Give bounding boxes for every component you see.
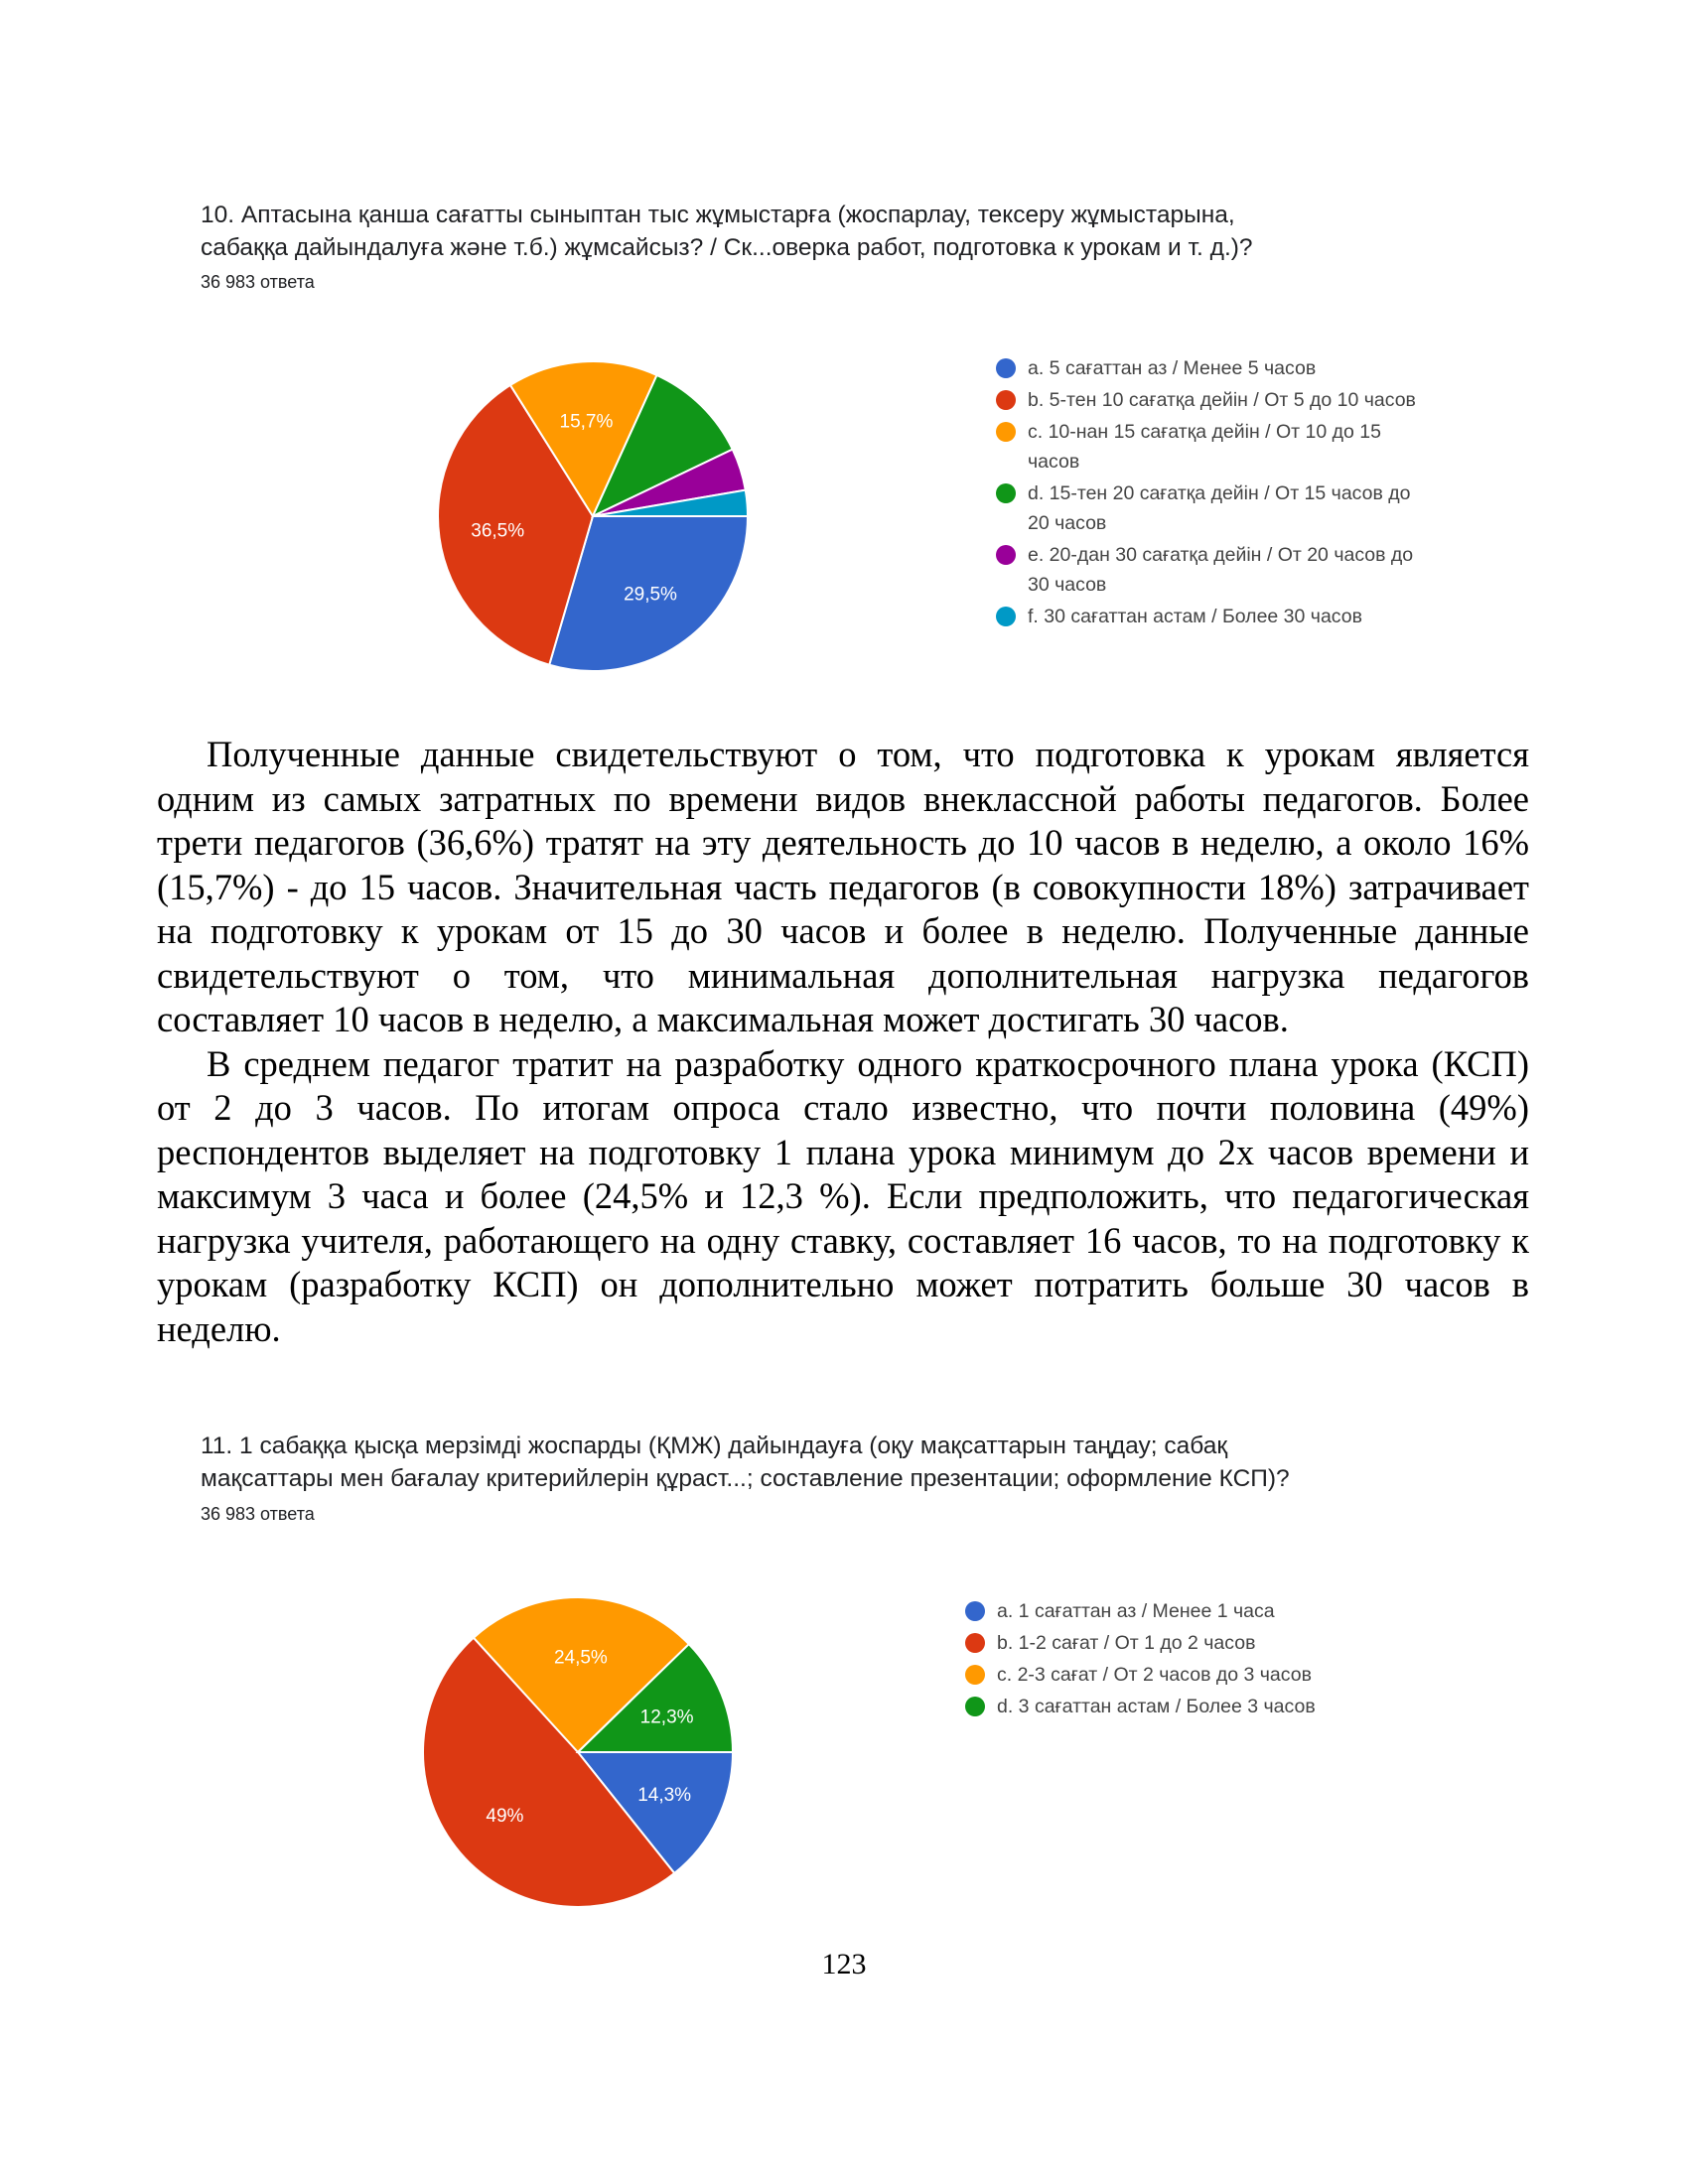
legend-item-f[interactable] — [996, 602, 1433, 631]
question-11-response-count: 36 983 ответа — [201, 1504, 315, 1524]
question-10-response-count: 36 983 ответа — [201, 272, 315, 292]
legend-label: a. 5 сағаттан аз / Менее 5 часов — [1028, 357, 1317, 379]
legend-label: b. 1-2 сағат / От 1 до 2 часов — [997, 1632, 1256, 1654]
legend-item-a[interactable] — [996, 353, 1433, 383]
question-10-title-line-1: 10. Аптасына қанша сағатты сыныптан тыс жұмыстарға (жоспарлау, тексеру жұмыстарына, — [201, 202, 1235, 228]
slice-label-b: 36,5% — [471, 520, 525, 542]
slice-label-a: 29,5% — [624, 584, 677, 606]
legend-item-c[interactable] — [996, 417, 1433, 477]
legend-color-dot-icon — [996, 483, 1016, 503]
legend-item-b[interactable] — [965, 1628, 1402, 1658]
legend-color-dot-icon — [996, 358, 1016, 378]
question-11-title-line-1: 11. 1 сабаққа қысқа мерзімді жоспарды (ҚМЖ) дайындауға (оқу мақсаттарын таңдау; сабақ — [201, 1433, 1228, 1459]
legend-color-dot-icon — [996, 607, 1016, 626]
question-11-title — [201, 1430, 1491, 1495]
body-text — [157, 733, 1529, 1351]
legend-color-dot-icon — [965, 1665, 985, 1685]
pie-chart-question-11 — [423, 1597, 733, 1907]
paragraph-1: Полученные данные свидетельствуют о том, что подготовка к урокам является одним из самых затратных по времени видов внеклассной работы педагогов. Более трети педагогов (36,6%) тратят на эту деятельность до 10 часов в неделю, а около 16% (15,7%) - до 15 часов. Значительная часть педагогов (в совокупности 18%) затрачивает на подготовку к урокам от 15 до 30 часов и более в неделю. Полученные данные свидетельствуют о том, что минимальная дополнительная нагрузка педагогов составляет 10 часов в неделю, а максимальная может достигать 30 часов. — [157, 734, 1529, 1039]
legend-item-a[interactable] — [965, 1596, 1402, 1626]
legend-color-dot-icon — [996, 545, 1016, 565]
question-10-title-line-2: сабаққа дайындалуға және т.б.) жұмсайсыз? / Ск...оверка работ, подготовка к урокам и т. д.)? — [201, 234, 1253, 261]
slice-label-a: 14,3% — [637, 1784, 692, 1806]
legend-label: d. 3 сағаттан астам / Более 3 часов — [997, 1696, 1316, 1717]
legend-item-d[interactable] — [965, 1692, 1402, 1721]
legend-item-c[interactable] — [965, 1660, 1402, 1690]
question-11-title-line-2: мақсаттары мен бағалау критерийлерін құраст...; составление презентации; оформление КСП)? — [201, 1465, 1290, 1492]
legend-item-b[interactable] — [996, 385, 1433, 415]
legend-label: d. 15-тен 20 сағатқа дейін / От 15 часов до 20 часов — [1028, 482, 1411, 534]
legend-color-dot-icon — [996, 390, 1016, 410]
legend-color-dot-icon — [965, 1633, 985, 1653]
legend-item-d[interactable] — [996, 478, 1433, 538]
legend-color-dot-icon — [965, 1697, 985, 1716]
legend-item-e[interactable] — [996, 540, 1433, 600]
slice-label-c: 15,7% — [559, 411, 614, 433]
legend-label: b. 5-тен 10 сағатқа дейін / От 5 до 10 часов — [1028, 389, 1416, 411]
legend-question-11 — [965, 1596, 1402, 1723]
legend-label: c. 10-нан 15 сағатқа дейін / От 10 до 15 часов — [1028, 421, 1381, 473]
legend-label: f. 30 сағаттан астам / Более 30 часов — [1028, 606, 1362, 627]
page-number: 123 — [821, 1948, 867, 1980]
legend-color-dot-icon — [996, 422, 1016, 442]
slice-label-b: 49% — [486, 1805, 524, 1827]
legend-label: e. 20-дан 30 сағатқа дейін / От 20 часов до 30 часов — [1028, 544, 1414, 596]
legend-color-dot-icon — [965, 1601, 985, 1621]
legend-label: a. 1 сағаттан аз / Менее 1 часа — [997, 1600, 1275, 1622]
legend-label: c. 2-3 сағат / От 2 часов до 3 часов — [997, 1664, 1312, 1686]
legend-question-10 — [996, 353, 1433, 633]
pie-chart-question-10 — [438, 361, 748, 671]
paragraph-2: В среднем педагог тратит на разработку одного краткосрочного плана урока (КСП) от 2 до 3 часов. По итогам опроса стало известно, что почти половина (49%) респондентов выделяет на подготовку 1 плана урока минимум до 2х часов времени и максимум 3 часа и более (24,5% и 12,3 %). Если предположить, что педагогическая нагрузка учителя, работающего на одну ставку, составляет 16 часов, то на подготовку к урокам (разработку КСП) он дополнительно может потратить больше 30 часов в неделю. — [157, 1042, 1529, 1349]
slice-label-c: 24,5% — [553, 1647, 608, 1669]
slice-label-d: 12,3% — [639, 1706, 694, 1728]
